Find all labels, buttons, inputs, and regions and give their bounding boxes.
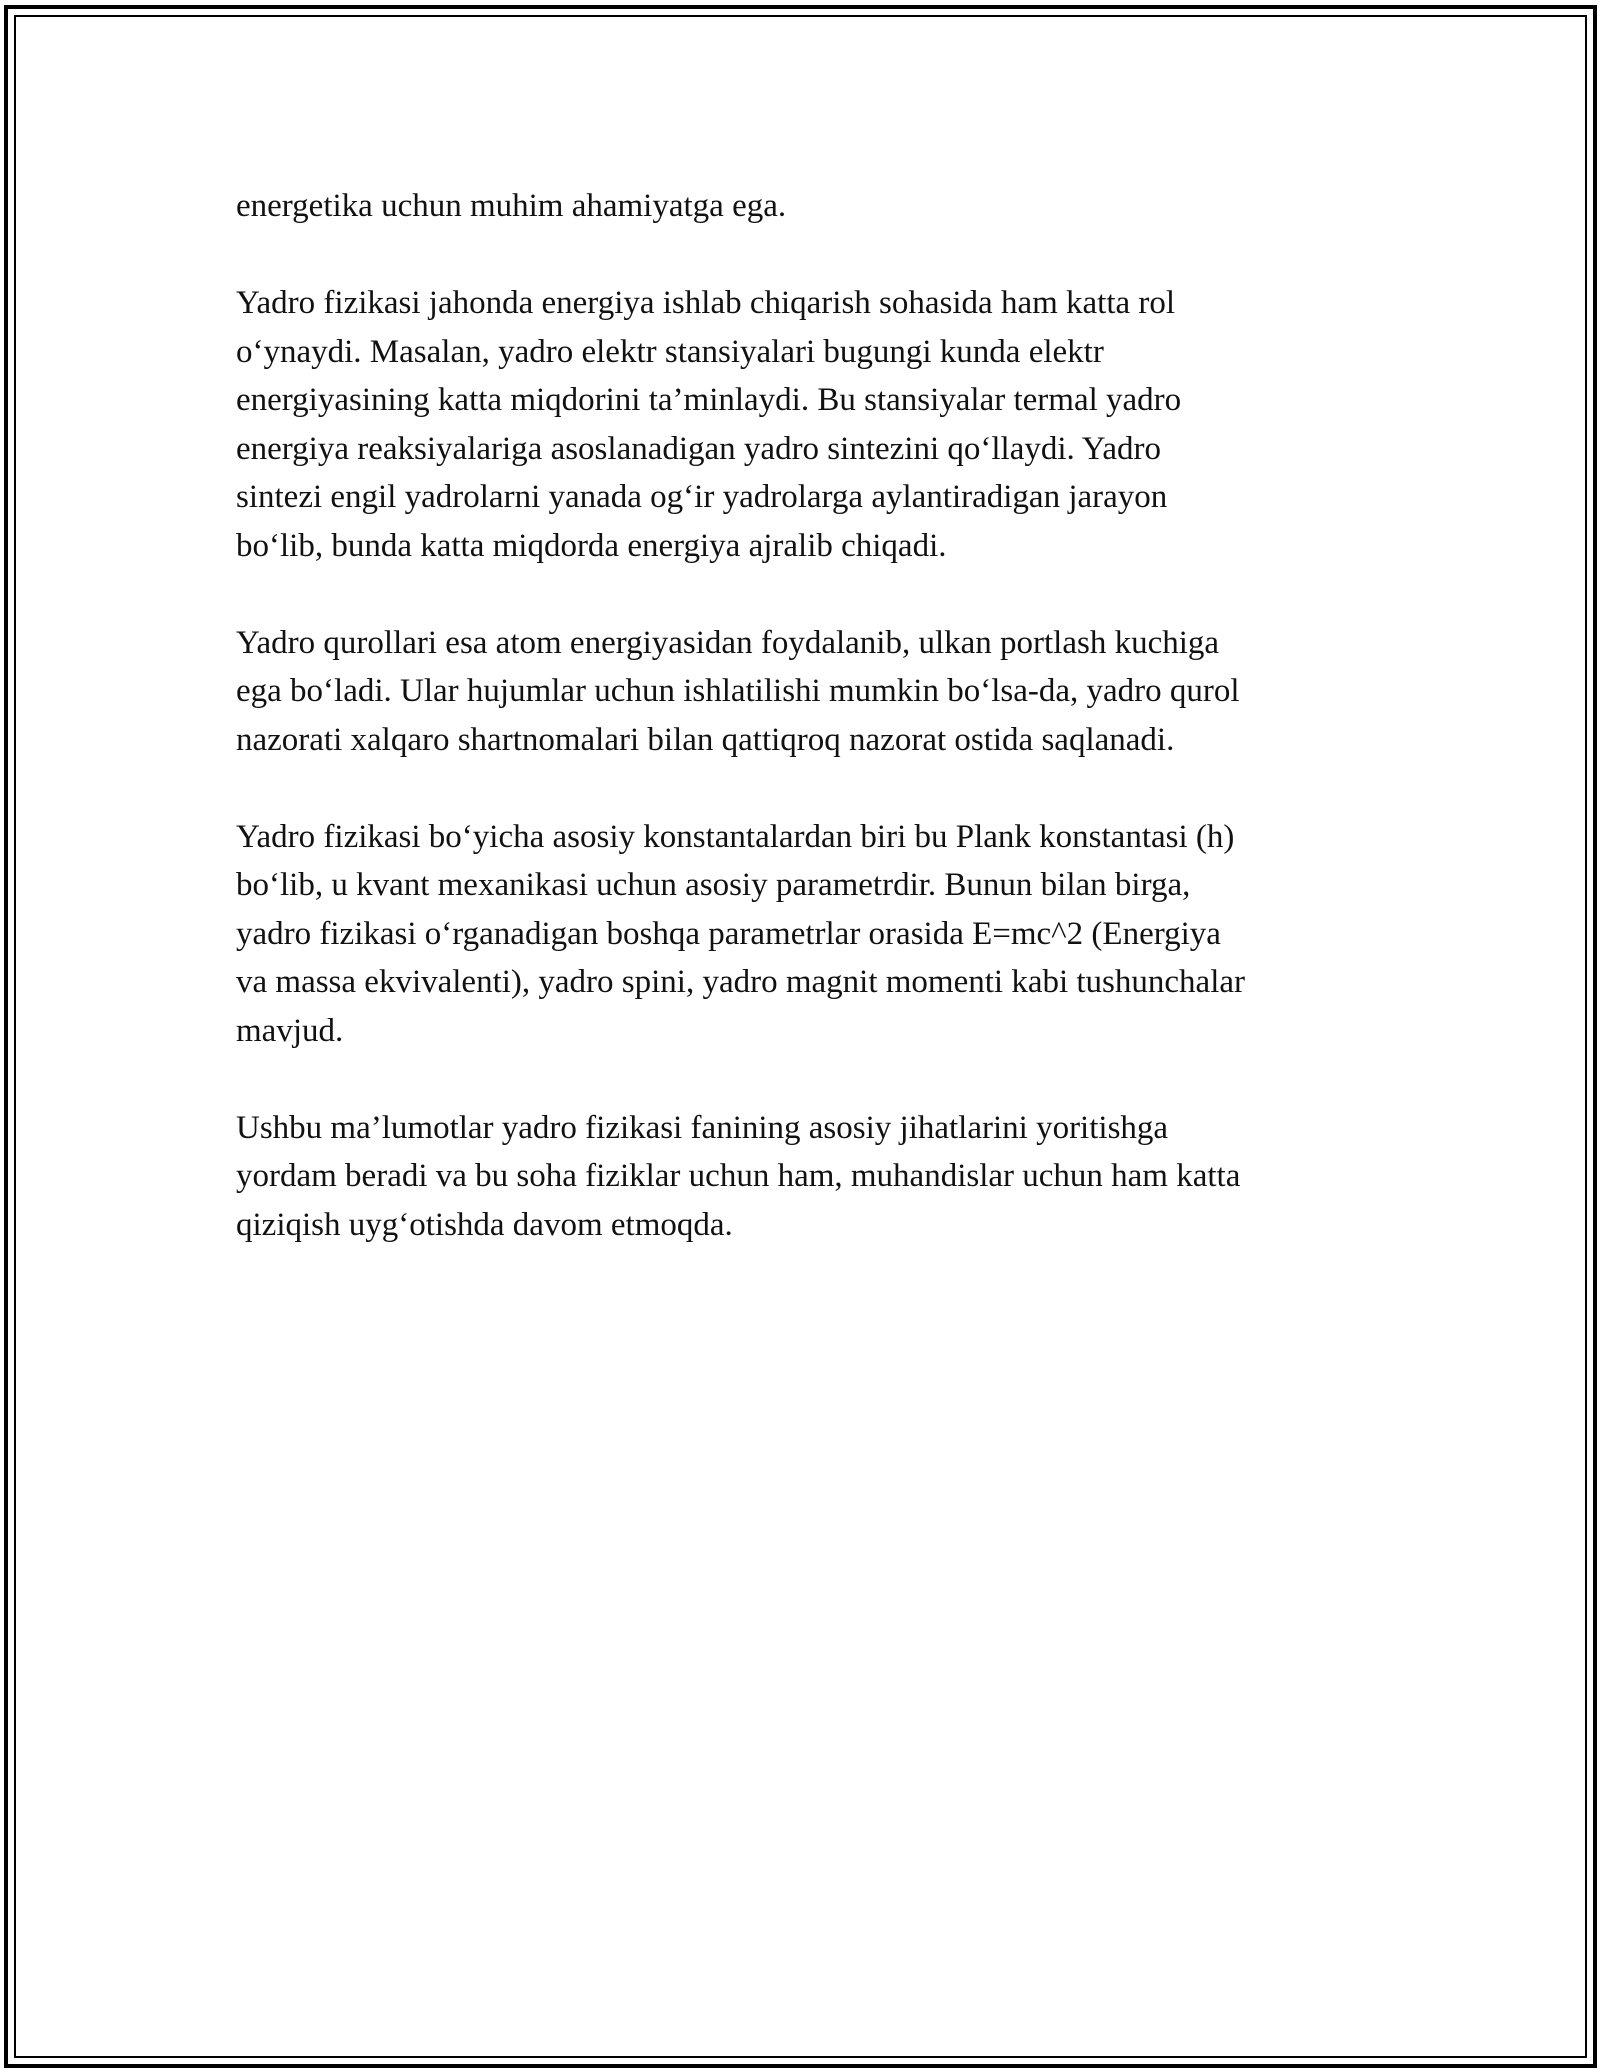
- text-line: va massa ekvivalenti), yadro spini, yadro magnit momenti kabi tushunchalar: [236, 964, 1245, 1000]
- paragraph-5: [236, 1104, 1376, 1250]
- text-line: Yadro qurollari esa atom energiyasidan foydalanib, ulkan portlash kuchiga: [236, 624, 1220, 661]
- text-line: ega bo‘ladi. Ular hujumlar uchun ishlatilishi mumkin bo‘lsa-da, yadro qurol: [236, 673, 1240, 709]
- text-line: mavjud.: [236, 1012, 344, 1049]
- text-line: energetika uchun muhim ahamiyatga ega.: [236, 188, 787, 224]
- paragraph-3: [236, 619, 1376, 765]
- text-line: Yadro fizikasi jahonda energiya ishlab chiqarish sohasida ham katta rol: [236, 285, 1176, 321]
- text-line: Yadro fizikasi bo‘yicha asosiy konstantalardan biri bu Plank konstantasi (h): [236, 818, 1235, 855]
- text-line: energiyasining katta miqdorini ta’minlaydi. Bu stansiyalar termal yadro: [236, 382, 1182, 418]
- text-line: qiziqish uyg‘otishda davom etmoqda.: [236, 1206, 733, 1243]
- text-line: nazorati xalqaro shartnomalari bilan qattiqroq nazorat ostida saqlanadi.: [236, 721, 1175, 758]
- paragraph-1: [236, 182, 1376, 231]
- text-line: yordam beradi va bu soha fiziklar uchun ham, muhandislar uchun ham katta: [236, 1158, 1241, 1194]
- text-line: Ushbu ma’lumotlar yadro fizikasi fanining asosiy jihatlarini yoritishga: [236, 1109, 1169, 1146]
- paragraph-2: [236, 279, 1376, 570]
- text-line: bo‘lib, u kvant mexanikasi uchun asosiy parametrdir. Bunun bilan birga,: [236, 867, 1191, 903]
- text-line: bo‘lib, bunda katta miqdorda energiya ajralib chiqadi.: [236, 527, 947, 564]
- paragraph-4: [236, 813, 1376, 1056]
- text-line: sintezi engil yadrolarni yanada og‘ir yadrolarga aylantiradigan jarayon: [236, 479, 1168, 515]
- text-line: energiya reaksiyalariga asoslanadigan yadro sintezini qo‘llaydi. Yadro: [236, 430, 1161, 467]
- text-line: yadro fizikasi o‘rganadigan boshqa parametrlar orasida E=mc^2 (Energiya: [236, 915, 1221, 952]
- document-body: [236, 182, 1376, 1298]
- text-line: o‘ynaydi. Masalan, yadro elektr stansiyalari bugungi kunda elektr: [236, 333, 1104, 370]
